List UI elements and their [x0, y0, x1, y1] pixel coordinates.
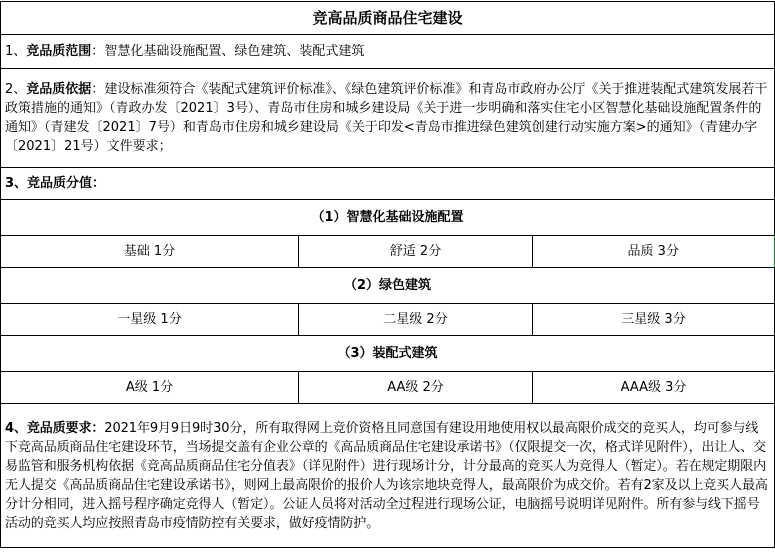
section-heading-row [1, 200, 775, 236]
basis-text: 建设标准须符合《装配式建筑评价标准》、《绿色建筑评价标准》和青岛市政府办公厅《关于推进装配式建筑发展若干政策措施的通知》（青政办发〔2021〕3号）、青岛市住房和城乡建设局《关于进一步明确和落实住宅小区智慧化基础设施配置条件的通知》（青建发〔2021〕7号）和青岛市住房和城乡建设局《关于印发<青岛市推进绿色建筑创建行动实施方案>的通知》（青建办字〔2021〕21号）文件要求； [5, 82, 768, 154]
section-heading-row [1, 268, 775, 304]
basis-row [1, 69, 775, 168]
quality-table [0, 1, 775, 548]
score-cell[interactable]: 二星级 2分 [299, 304, 533, 336]
score-cell[interactable]: 一星级 1分 [1, 304, 299, 336]
section-heading-prefab[interactable]: （3）装配式建筑 [1, 336, 775, 372]
scope-label: 竞品质范围 [26, 44, 92, 59]
requirements-cell[interactable] [1, 404, 775, 548]
points-heading-row [1, 168, 775, 200]
table-title[interactable]: 竞高品质商品住宅建设 [1, 2, 775, 35]
score-cell[interactable]: 三星级 3分 [533, 304, 775, 336]
scope-number: 1、 [5, 44, 27, 59]
requirements-text: 2021年9月9日9时30分，所有取得网上竞价资格且同意国有建设用地使用权以最高限价成交的竞买人，均可参与线下竞高品质商品住宅建设环节，当场提交盖有企业公章的《高品质商品住宅建设承诺书》（仅限提交一次，格式详见附件），出让人、交易监管和服务机构依据《竞高品质商品住宅分值表》（详见附件）进行现场计分，计分最高的竞买人为竞得人（暂定）。若在规定期限内无人提交《高品质商品住宅建设承诺书》，则网上最高限价的报价人为该宗地块竞得人，最高限价为成交价。若有2家及以上竞买人最高分计分相同，进入摇号程序确定竞得人（暂定）。公证人员将对活动全过程进行现场公证，电脑摇号说明详见附件。所有参与线下摇号活动的竞买人均应按照青岛市疫情防控有关要求，做好疫情防护。 [5, 420, 768, 531]
scope-text: 智慧化基础设施配置、绿色建筑、装配式建筑 [104, 44, 365, 59]
score-row [1, 304, 775, 336]
score-cell[interactable]: 品质 3分 [533, 236, 775, 268]
requirements-row [1, 404, 775, 548]
requirements-number: 4、 [5, 420, 27, 436]
scope-cell[interactable] [1, 35, 775, 69]
score-cell[interactable]: 基础 1分 [1, 236, 299, 268]
score-cell[interactable]: A级 1分 [1, 372, 299, 404]
scope-row [1, 35, 775, 69]
basis-cell[interactable] [1, 69, 775, 168]
section-heading-smart[interactable]: （1）智慧化基础设施配置 [1, 200, 775, 236]
basis-colon: ： [91, 82, 105, 97]
section-heading-row [1, 336, 775, 372]
score-row [1, 236, 775, 268]
score-row [1, 372, 775, 404]
points-heading[interactable]: 3、竞品质分值： [1, 168, 775, 200]
basis-label: 竞品质依据 [26, 82, 92, 97]
score-cell[interactable]: AA级 2分 [299, 372, 533, 404]
score-cell[interactable]: 舒适 2分 [299, 236, 533, 268]
score-cell[interactable]: AAA级 3分 [533, 372, 775, 404]
requirements-label: 竞品质要求 [26, 420, 92, 436]
basis-number: 2、 [5, 82, 27, 97]
title-row [1, 2, 775, 35]
scope-colon: ： [91, 44, 105, 59]
requirements-colon: ： [91, 420, 105, 436]
section-heading-green[interactable]: （2）绿色建筑 [1, 268, 775, 304]
